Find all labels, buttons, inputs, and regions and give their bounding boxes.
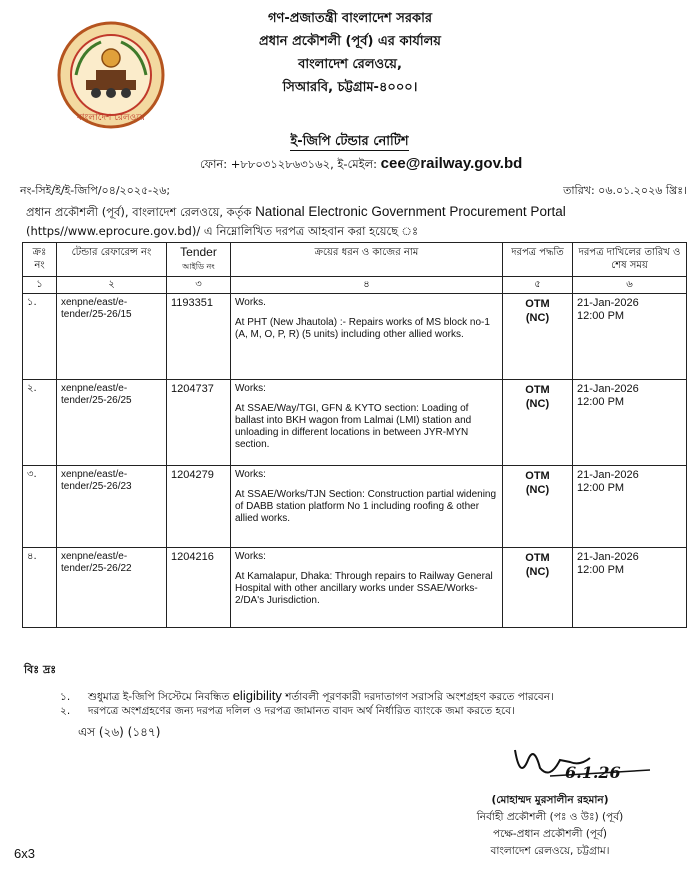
header-line-2: প্রধান প্রকৌশলী (পূর্ব) এর কার্যালয়: [259, 34, 441, 49]
logo-text: বাংলাদেশ রেলওয়ে: [76, 113, 146, 123]
signatory-org: বাংলাদেশ রেলওয়ে, চট্টগ্রাম।: [490, 845, 610, 857]
note-2: ২. দরপত্রে অংশগ্রহণের জন্য দরপত্র দলিল ও দরপত্র জামানত বাবদ অর্থ নির্ধারিত ব্যাংকে জমা করতে হবে।: [60, 705, 515, 717]
header-line-4: সিআরবি, চট্টগ্রাম-৪০০০।: [282, 80, 418, 95]
signatory-designation: নির্বাহী প্রকৌশলী (পঃ ও উঃ) (পূর্ব): [476, 811, 624, 823]
header-tender-id: Tender আইডি নং: [167, 243, 231, 277]
contact-info: [200, 155, 680, 175]
signatory-on-behalf: পক্ষে-প্রধান প্রকৌশলী (পূর্ব): [493, 828, 607, 840]
header-sl: ক্রঃ নং: [23, 243, 57, 277]
footer-code: 6x3: [14, 846, 35, 861]
header-line-1: গণ-প্রজাতন্ত্রী বাংলাদেশ সরকার: [268, 11, 432, 26]
table-header-row: [23, 243, 687, 277]
reference-number: নং-সিই/ই/ই-জিপি/০৪/২০২৫-২৬;: [20, 184, 171, 197]
note-1: ১. শুধুমাত্র ই-জিপি সিস্টেমে নিবন্ধিত eligibility শর্তাবলী পূরণকারী দরদাতাগণ সরাসরি অংশগ্রহণ করতে পারবেন।: [60, 688, 554, 703]
column-number-row: ১ ২ ৩ ৪ ৫ ৬: [23, 277, 687, 294]
header-line-3: বাংলাদেশ রেলওয়ে,: [298, 57, 402, 72]
intro-paragraph: প্রধান প্রকৌশলী (পূর্ব), বাংলাদেশ রেলওয়ে, কর্তৃক National Electronic Government Procurement Portal (https//www.eprocure.gov.bd)/ এ নিম্নোলিখিত দরপত্র আহবান করা হয়েছে ঃ: [26, 204, 566, 238]
notes-heading: বিঃ দ্রঃ: [24, 663, 57, 676]
table-row: ৪. xenpne/east/e-tender/25-26/22 1204216 Works: At Kamalapur, Dhaka: Through repairs to Railway General Hospital with other ancillary works under SSAE/Works-2/DA's Jurisdiction. OTM (NC) 21-Jan-2026 12:00 PM: [23, 548, 687, 628]
notice-date: তারিখ: ০৬.০১.২০২৬ খ্রিঃ।: [563, 184, 687, 197]
page-title: ই-জিপি টেন্ডার নোটিশ: [290, 134, 409, 149]
memo-number: এস (২৬) (১৪৭): [78, 725, 161, 739]
tender-table: [22, 242, 687, 628]
header-date: দরপত্র দাখিলের তারিখ ও শেষ সময়: [573, 243, 687, 277]
header-method: দরপত্র পদ্ধতি: [503, 243, 573, 277]
table-row: ৩. xenpne/east/e-tender/25-26/23 1204279 Works: At SSAE/Works/TJN Section: Construction partial widening of DABB station platform No 1 including roofing & other allied works. OTM (NC) 21-Jan-2026 12:00 PM: [23, 466, 687, 548]
table-row: ১. xenpne/east/e-tender/25-26/15 1193351 Works. At PHT (New Jhautola) :- Repairs works of MS block no-1 (A, M, O, P, R) (5 units) including other allied works. OTM (NC) 21-Jan-2026 12:00 PM: [23, 294, 687, 380]
contact-label: ফোন: +৮৮০৩১২৮৬৩১৬২, ই-মেইল:: [200, 157, 378, 171]
email-link[interactable]: cee@railway.gov.bd: [380, 155, 523, 172]
table-row: ২. xenpne/east/e-tender/25-26/25 1204737 Works: At SSAE/Way/TGI, GFN & KYTO section: Loading of ballast into BKH wagon from Lalmai (LMI) station and unloading in different locations in between JYR-MYN section. OTM (NC) 21-Jan-2026 12:00 PM: [23, 380, 687, 466]
header-ref: টেন্ডার রেফারেন্স নং: [57, 243, 167, 277]
bangladesh-railway-emblem-icon: [56, 20, 166, 130]
signatory-name: (মোহাম্মদ মুরসালীন রহমান): [491, 794, 609, 806]
signature-date: 6.1.26: [565, 763, 621, 782]
header-work: ক্রয়ের ধরন ও কাজের নাম: [231, 243, 503, 277]
